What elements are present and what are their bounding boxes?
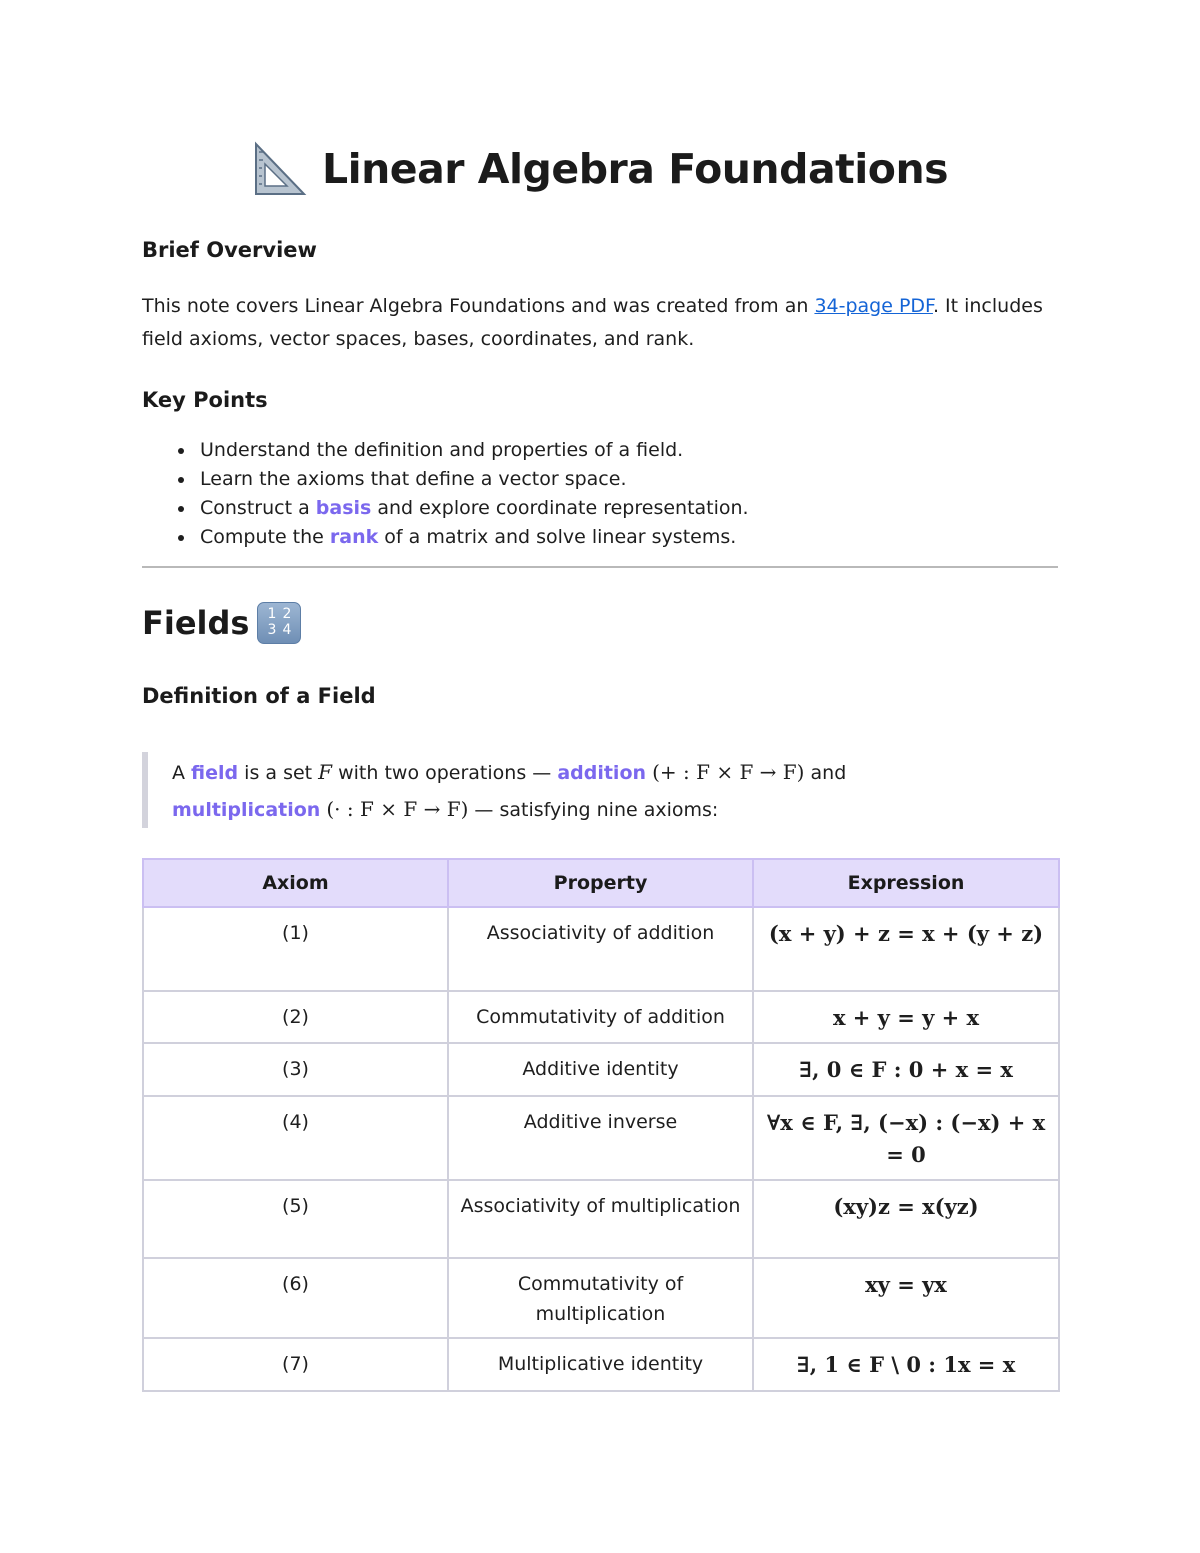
axiom-cell: (6): [143, 1258, 448, 1338]
overview-text-start: This note covers Linear Algebra Foundations and was created from an: [142, 295, 815, 317]
expression-cell: ∃, 0 ∈ F : 0 + x = x: [753, 1043, 1059, 1096]
definition-text-part: A: [172, 762, 192, 784]
definition-text-part: with two operations —: [332, 762, 558, 784]
column-header-expression: Expression: [753, 859, 1059, 907]
multiplication-signature: (· : F × F → F): [326, 797, 469, 821]
axiom-cell: (5): [143, 1180, 448, 1258]
overview-paragraph: [142, 290, 1058, 356]
definition-text-part: and: [804, 762, 847, 784]
term-field[interactable]: field: [191, 762, 239, 784]
expression-cell: x + y = y + x: [753, 991, 1059, 1043]
table-row: [143, 1043, 1059, 1096]
table-row: [143, 1180, 1059, 1258]
expression-cell: ∃, 1 ∈ F \ 0 : 1x = x: [753, 1338, 1059, 1391]
property-cell: Commutativity of multiplication: [448, 1258, 753, 1338]
overview-text-end: . It includes field axioms, vector spaces, bases, coordinates, and rank.: [142, 295, 1043, 350]
key-points-heading: Key Points: [142, 388, 268, 412]
table-row: [143, 1338, 1059, 1391]
field-definition-heading: Definition of a Field: [142, 684, 376, 708]
expression-cell: ∀x ∈ F, ∃, (−x) : (−x) + x = 0: [753, 1096, 1059, 1180]
definition-callout: [142, 752, 1058, 828]
table-row: [143, 907, 1059, 991]
key-points-list: [142, 436, 749, 552]
property-cell: Additive identity: [448, 1043, 753, 1096]
expression-cell: xy = yx: [753, 1258, 1059, 1338]
column-header-property: Property: [448, 859, 753, 907]
term-addition[interactable]: addition: [557, 762, 647, 784]
property-cell: Commutativity of addition: [448, 991, 753, 1043]
column-header-axiom: Axiom: [143, 859, 448, 907]
set-symbol: F: [318, 760, 333, 784]
definition-text-part: is a set: [238, 762, 319, 784]
fields-heading: Fields: [142, 604, 250, 642]
list-item-text: Understand the definition and properties of a field.: [200, 439, 684, 461]
table-header-row: [143, 859, 1059, 907]
expression-cell: (xy)z = x(yz): [753, 1180, 1059, 1258]
table-row: [143, 1258, 1059, 1338]
list-item-text: Compute the: [200, 526, 330, 548]
icon-digit: 1: [267, 606, 277, 622]
list-item-text: Learn the axioms that define a vector space.: [200, 468, 627, 490]
list-item: [142, 523, 749, 552]
axiom-cell: (3): [143, 1043, 448, 1096]
bullet-icon: [178, 535, 184, 541]
list-item: [142, 494, 749, 523]
input-numbers-icon: [257, 602, 301, 644]
icon-digit: 2: [282, 606, 292, 622]
list-item: [142, 436, 749, 465]
icon-digit: 4: [282, 622, 292, 638]
axiom-cell: (4): [143, 1096, 448, 1180]
expression-cell: (x + y) + z = x + (y + z): [753, 907, 1059, 991]
property-cell: Multiplicative identity: [448, 1338, 753, 1391]
section-divider: [142, 566, 1058, 568]
addition-signature: (+ : F × F → F): [652, 760, 805, 784]
property-cell: Associativity of addition: [448, 907, 753, 991]
list-item-text: Construct a: [200, 497, 316, 519]
term-basis[interactable]: basis: [315, 497, 372, 519]
axiom-cell: (1): [143, 907, 448, 991]
pdf-link[interactable]: 34-page PDF: [814, 295, 933, 317]
bullet-icon: [178, 506, 184, 512]
definition-text-part: — satisfying nine axioms:: [468, 799, 719, 821]
fields-heading-row: [142, 602, 301, 644]
bullet-icon: [178, 448, 184, 454]
title-row: [142, 140, 1058, 198]
table-row: [143, 991, 1059, 1043]
term-multiplication[interactable]: multiplication: [172, 799, 321, 821]
triangular-ruler-icon: [252, 140, 308, 198]
bullet-icon: [178, 477, 184, 483]
list-item: [142, 465, 749, 494]
property-cell: Additive inverse: [448, 1096, 753, 1180]
table-row: [143, 1096, 1059, 1180]
axioms-table: [142, 858, 1060, 1392]
definition-text: [172, 754, 1058, 828]
list-item-text: and explore coordinate representation.: [371, 497, 749, 519]
list-item-text: of a matrix and solve linear systems.: [378, 526, 737, 548]
term-rank[interactable]: rank: [329, 526, 379, 548]
page-title: Linear Algebra Foundations: [321, 145, 949, 193]
property-cell: Associativity of multiplication: [448, 1180, 753, 1258]
axiom-cell: (2): [143, 991, 448, 1043]
icon-digit: 3: [267, 622, 277, 638]
axiom-cell: (7): [143, 1338, 448, 1391]
overview-heading: Brief Overview: [142, 238, 317, 262]
